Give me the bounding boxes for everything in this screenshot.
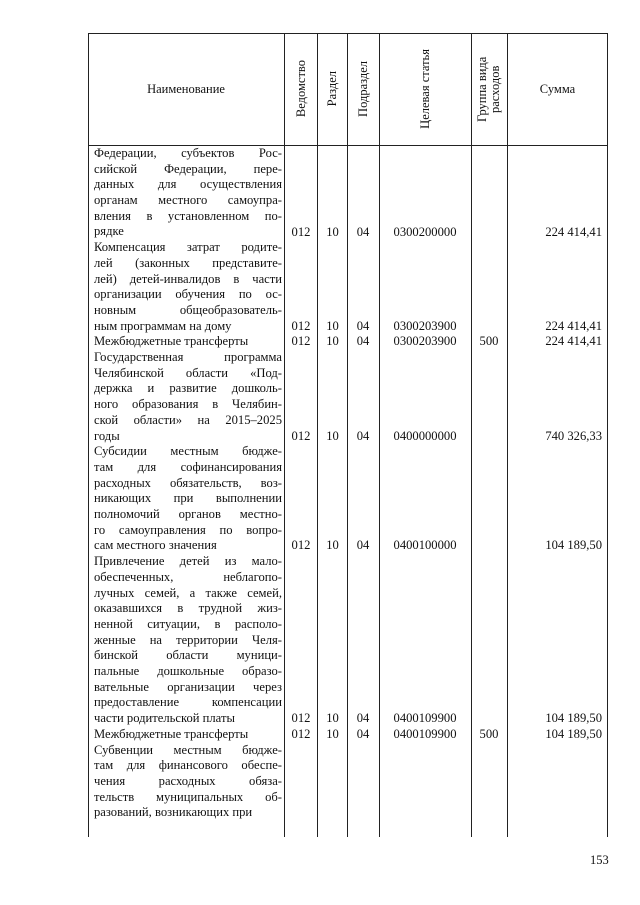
row-name-line: расходных обязательств, воз- — [94, 475, 282, 490]
header-celevaya-statya: Целевая статья — [418, 49, 432, 129]
row-name-line: там для финансового обеспе- — [94, 758, 282, 773]
header-razdel: Раздел — [325, 71, 339, 107]
table-row — [88, 444, 608, 554]
row-name-line: части родительской платы — [94, 711, 235, 726]
row-celevaya-statya: 0400100000 — [393, 538, 457, 553]
row-name-line: никающих при выполнении — [94, 491, 282, 506]
row-razdel: 10 — [326, 538, 339, 553]
row-vedomstvo: 012 — [291, 711, 311, 726]
row-name-line: ской области» на 2015–2025 — [94, 412, 282, 427]
row-celevaya-statya: 0300203900 — [393, 318, 457, 333]
row-celevaya-statya: 0400000000 — [393, 428, 457, 443]
row-name-line: предоставление компенсации — [94, 695, 282, 710]
row-podrazdel: 04 — [356, 334, 370, 349]
row-name — [94, 743, 282, 821]
row-razdel: 10 — [326, 428, 339, 443]
header-name: Наименование — [147, 81, 225, 96]
row-name-line: Федерации, субъектов Рос- — [94, 146, 282, 160]
header-summa: Сумма — [539, 81, 576, 96]
row-summa: 104 189,50 — [545, 711, 602, 726]
row-name-line: лей) детей-инвалидов в части — [94, 271, 282, 286]
row-name-line: го самоуправления по вопро- — [94, 522, 282, 537]
row-name-line: лучных семей, а также семей, — [94, 585, 282, 600]
row-summa: 740 326,33 — [545, 428, 602, 443]
row-name — [94, 554, 282, 727]
table-row — [88, 743, 608, 822]
row-name-line: органам местного самоупра- — [94, 193, 282, 208]
row-name-line: сийской Федерации, пере- — [94, 161, 282, 176]
header-gruppa-vida-rashodov: Группа вида расходов — [474, 56, 502, 122]
row-name-line: обеспеченных, неблагопо- — [94, 569, 282, 584]
row-vedomstvo: 012 — [291, 428, 311, 443]
row-podrazdel: 04 — [356, 726, 370, 741]
row-razdel: 10 — [326, 726, 339, 741]
header-podrazdel: Подраздел — [356, 61, 370, 117]
row-name-line: Субвенции местным бюдже- — [94, 742, 282, 757]
row-name-line: Привлечение детей из мало- — [94, 554, 282, 569]
row-gruppa: 500 — [479, 334, 499, 349]
row-celevaya-statya: 0400109900 — [393, 711, 457, 726]
row-vedomstvo: 012 — [291, 318, 311, 333]
table-row — [88, 146, 608, 240]
row-summa: 104 189,50 — [545, 726, 602, 741]
row-podrazdel: 04 — [356, 428, 370, 443]
row-name — [94, 146, 282, 240]
table-row — [88, 554, 608, 727]
row-razdel: 10 — [326, 711, 339, 726]
row-name-line: Субсидии местным бюдже- — [94, 444, 282, 459]
row-name — [94, 240, 282, 334]
row-podrazdel: 04 — [356, 711, 370, 726]
row-vedomstvo: 012 — [291, 224, 311, 239]
row-name-line: разований, возникающих при — [94, 805, 253, 820]
row-name — [94, 727, 282, 743]
row-razdel: 10 — [326, 224, 339, 239]
row-name-line: сам местного значения — [94, 538, 217, 553]
row-summa: 224 414,41 — [545, 334, 602, 349]
row-razdel: 10 — [326, 318, 339, 333]
row-name-line: держка и развитие дошколь- — [94, 381, 282, 396]
row-name-line: Челябинской области «Под- — [94, 365, 282, 380]
row-name-line: Межбюджетные трансферты — [94, 726, 249, 741]
row-podrazdel: 04 — [356, 538, 370, 553]
table-row — [88, 727, 608, 743]
table-row — [88, 350, 608, 444]
row-vedomstvo: 012 — [291, 726, 311, 741]
row-name-line: Государственная программа — [94, 350, 282, 365]
row-name-line: оказавшихся в трудной жиз- — [94, 601, 282, 616]
row-name-line: там для софинансирования — [94, 459, 282, 474]
row-name-line: полномочий органов местно- — [94, 507, 282, 522]
row-name-line: вательные организации через — [94, 679, 282, 694]
row-name-line: рядке — [94, 224, 124, 239]
row-name-line: тельств муниципальных об- — [94, 789, 282, 804]
row-razdel: 10 — [326, 334, 339, 349]
row-vedomstvo: 012 — [291, 334, 311, 349]
row-celevaya-statya: 0400109900 — [393, 726, 457, 741]
row-summa: 224 414,41 — [545, 318, 602, 333]
budget-table — [88, 33, 608, 837]
row-name-line: новным общеобразователь- — [94, 302, 282, 317]
row-summa: 224 414,41 — [545, 224, 602, 239]
row-name-line: данных для осуществления — [94, 177, 282, 192]
row-vedomstvo: 012 — [291, 538, 311, 553]
row-podrazdel: 04 — [356, 224, 370, 239]
row-name-line: Компенсация затрат родите- — [94, 240, 282, 255]
row-name-line: годы — [94, 428, 120, 443]
row-name — [94, 444, 282, 554]
row-name-line: женные на территории Челя- — [94, 632, 282, 647]
row-name-line: ненной ситуации, в располо- — [94, 616, 282, 631]
row-summa: 104 189,50 — [545, 538, 602, 553]
row-celevaya-statya: 0300203900 — [393, 334, 457, 349]
header-vedomstvo: Ведомство — [293, 60, 308, 118]
row-podrazdel: 04 — [356, 318, 370, 333]
row-name-line: лей (законных представите- — [94, 255, 282, 270]
row-name-line: организации обучения по ос- — [94, 287, 282, 302]
row-name-line: ного образования в Челябин- — [94, 397, 282, 412]
row-gruppa: 500 — [479, 726, 499, 741]
row-name-line: вления в установленном по- — [94, 208, 282, 223]
page-number: 153 — [590, 853, 609, 867]
table-row — [88, 240, 608, 334]
row-name-line: Межбюджетные трансферты — [94, 334, 249, 349]
row-celevaya-statya: 0300200000 — [393, 224, 457, 239]
row-name — [94, 334, 282, 350]
row-name-line: чения расходных обяза- — [94, 773, 282, 788]
row-name — [94, 350, 282, 444]
row-name-line: пальные дошкольные образо- — [94, 664, 282, 678]
row-name-line: бинской области муници- — [94, 648, 282, 663]
row-name-line: ным программам на дому — [94, 318, 232, 333]
table-row — [88, 334, 608, 350]
